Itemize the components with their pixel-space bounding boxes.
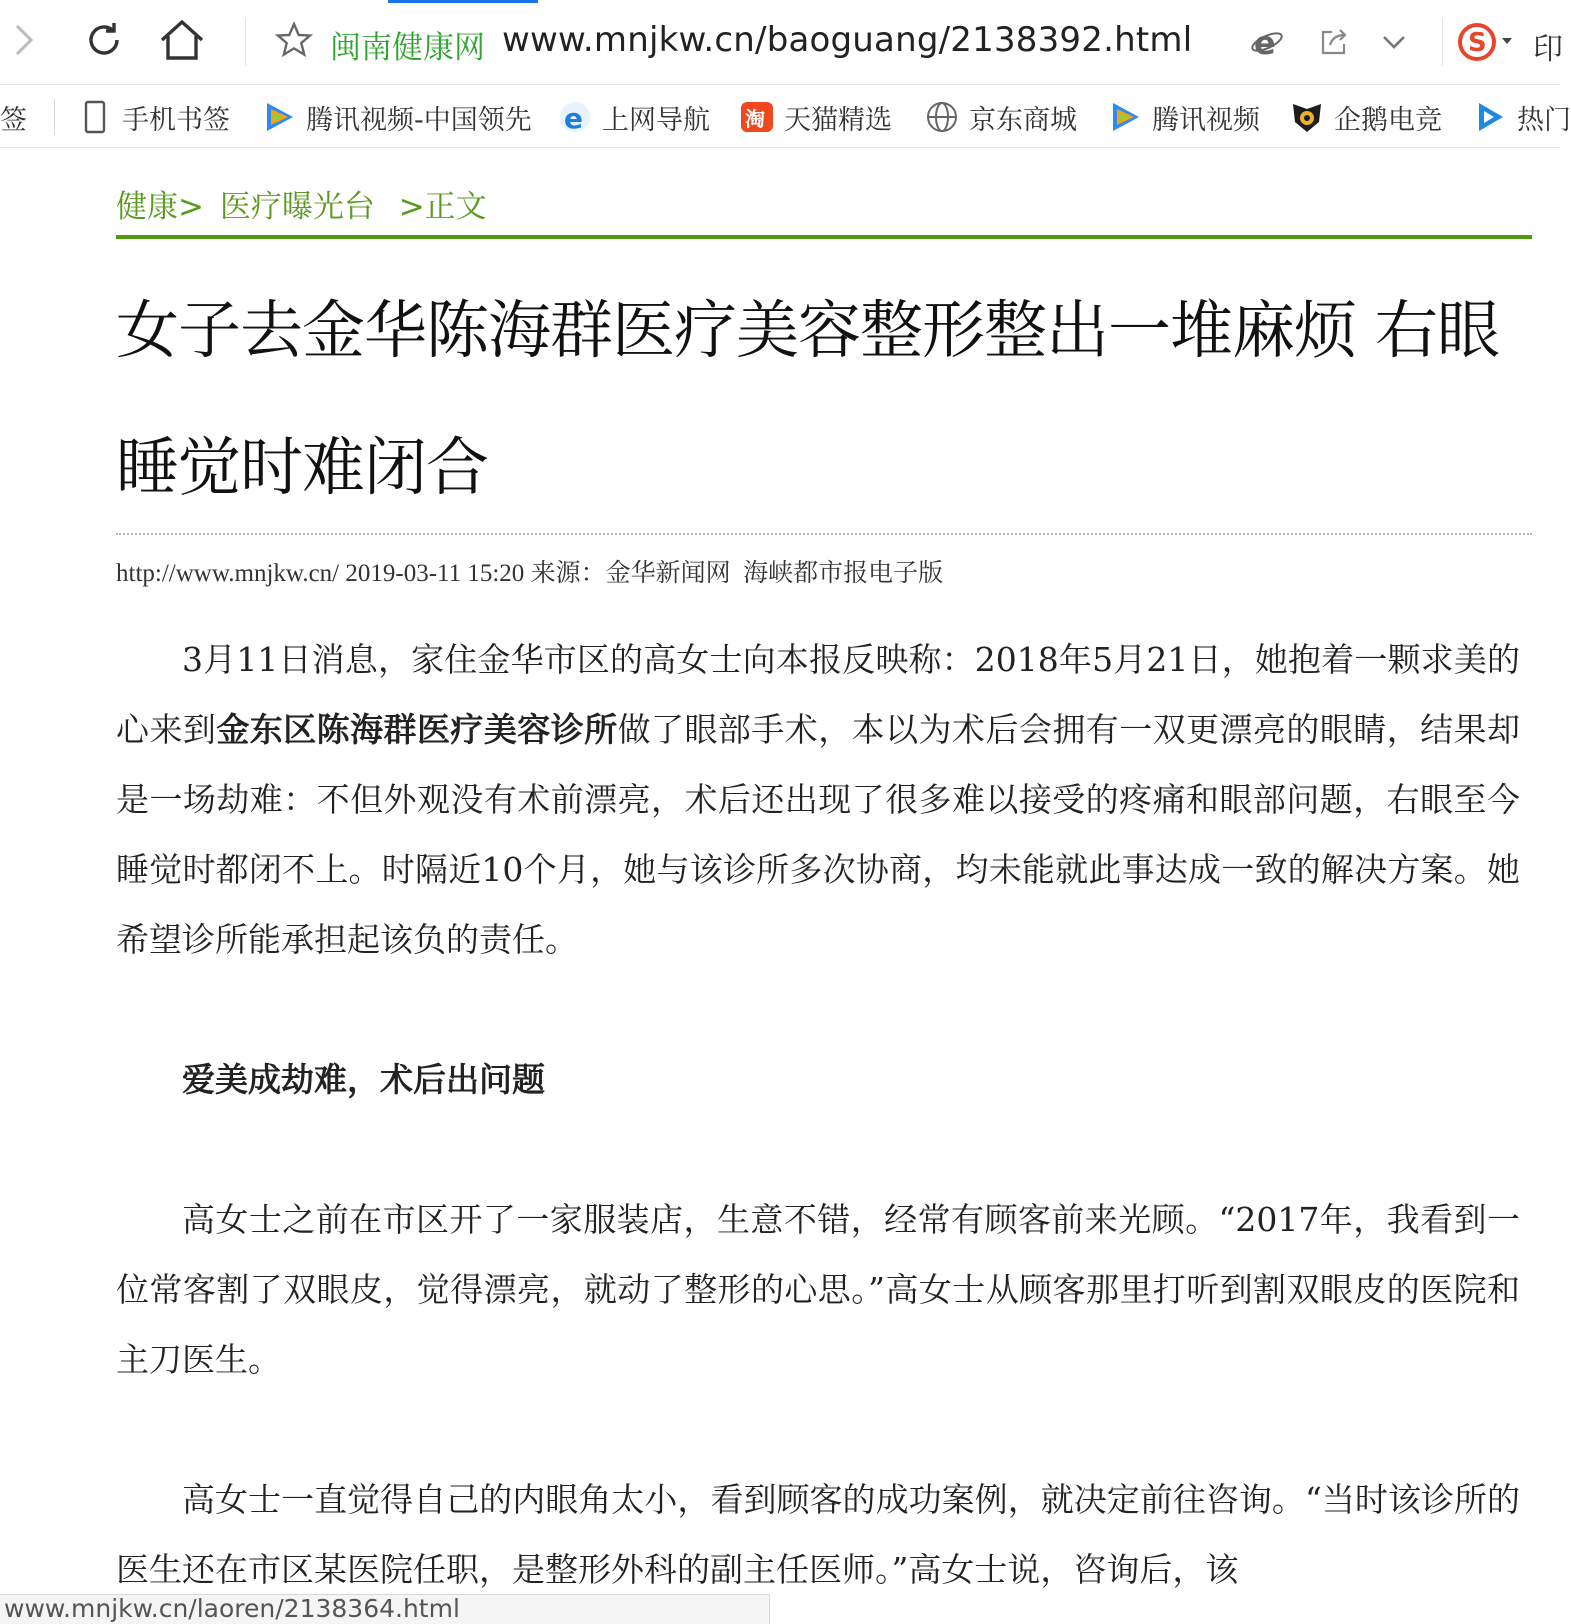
refresh-icon[interactable] bbox=[80, 16, 128, 64]
phone-icon bbox=[78, 100, 112, 134]
globe-icon bbox=[925, 100, 959, 134]
subheading: 爱美成劫难，术后出问题 bbox=[182, 1060, 545, 1099]
clinic-name: 金东区陈海群医疗美容诊所 bbox=[216, 710, 618, 749]
breadcrumb bbox=[116, 181, 487, 226]
meta-datetime: 2019-03-11 15:20 bbox=[345, 560, 525, 587]
bookmark-item[interactable] bbox=[1290, 99, 1442, 135]
breadcrumb-current: >正文 bbox=[398, 189, 487, 225]
paragraph-text: 3月11日消息，家住金华市区的高女士向本报反映称：2018年5月21日，她抱着一颗求美的心来到 bbox=[116, 640, 1520, 749]
bookmark-item[interactable] bbox=[558, 99, 710, 135]
bookmark-label: 手机书签 bbox=[122, 104, 230, 136]
site-name: 闽南健康网 bbox=[330, 30, 485, 66]
bookmark-label: 热门 bbox=[1517, 104, 1571, 136]
chevron-down-icon[interactable] bbox=[1372, 18, 1416, 66]
ie-icon bbox=[558, 100, 592, 134]
breadcrumb-category[interactable]: 医疗曝光台 bbox=[219, 189, 375, 225]
article-body bbox=[116, 625, 1520, 1605]
svg-text:e: e bbox=[564, 102, 583, 135]
forward-icon[interactable] bbox=[0, 16, 48, 64]
bookmark-label: 天猫精选 bbox=[784, 104, 892, 136]
spacer bbox=[116, 1395, 1520, 1465]
bookmark-label: 签 bbox=[0, 104, 27, 136]
article-title: 女子去金华陈海群医疗美容整形整出一堆麻烦 右眼睡觉时难闭合 bbox=[116, 294, 1500, 504]
share-icon[interactable] bbox=[1312, 18, 1356, 66]
paragraph bbox=[116, 625, 1520, 975]
paragraph: 高女士一直觉得自己的内眼角太小，看到顾客的成功案例，就决定前往咨询。“当时该诊所的医生还在市区某医院任职，是整形外科的副主任医师。”高女士说，咨询后，该 bbox=[116, 1480, 1520, 1589]
bookmarks-bar bbox=[0, 85, 1571, 148]
svg-text:淘: 淘 bbox=[745, 107, 765, 131]
print-button[interactable]: 印 bbox=[1533, 32, 1563, 67]
bookmark-label: 腾讯视频-中国领先 bbox=[306, 104, 532, 136]
loading-progress bbox=[388, 0, 538, 3]
favorite-star-icon[interactable] bbox=[270, 16, 318, 64]
bookmark-item[interactable] bbox=[740, 99, 892, 135]
separator bbox=[1442, 18, 1443, 66]
home-icon[interactable] bbox=[158, 16, 206, 64]
paragraph-text: 做了眼部手术，本以为术后会拥有一双更漂亮的眼睛，结果却是一场劫难：不但外观没有术前漂亮，术后还出现了很多难以接受的疼痛和眼部问题，右眼至今睡觉时都闭不上。时隔近10个月，她与该诊所多次协商，均未能就此事达成一致的解决方案。她希望诊所能承担起该负的责任。 bbox=[116, 710, 1521, 959]
sogou-icon[interactable] bbox=[1455, 18, 1499, 66]
spacer bbox=[116, 975, 1520, 1045]
article-meta bbox=[116, 553, 943, 589]
status-bar-url: www.mnjkw.cn/laoren/2138364.html bbox=[0, 1594, 770, 1624]
meta-source: 金华新闻网 海峡都市报电子版 bbox=[605, 560, 944, 587]
paragraph: 高女士之前在市区开了一家服装店，生意不错，经常有顾客前来光顾。“2017年，我看到一位常客割了双眼皮，觉得漂亮，就动了整形的心思。”高女士从顾客那里打听到割双眼皮的医院和主刀医生。 bbox=[116, 1200, 1520, 1379]
play-icon bbox=[1473, 100, 1507, 134]
tencent-video-icon bbox=[262, 100, 296, 134]
divider bbox=[116, 235, 1532, 239]
bookmark-item[interactable] bbox=[1473, 99, 1571, 135]
caret-down-icon[interactable] bbox=[1502, 38, 1512, 44]
bookmark-item[interactable] bbox=[0, 99, 27, 135]
meta-source-label: 来源： bbox=[530, 560, 606, 587]
breadcrumb-home[interactable]: 健康> bbox=[116, 189, 204, 225]
separator bbox=[245, 18, 246, 66]
bookmark-label: 上网导航 bbox=[602, 104, 710, 136]
bookmark-item[interactable] bbox=[78, 99, 230, 135]
bookmark-item[interactable] bbox=[262, 99, 532, 135]
bookmark-label: 京东商城 bbox=[969, 104, 1077, 136]
tencent-video-icon bbox=[1108, 100, 1142, 134]
ie-compat-icon[interactable] bbox=[1245, 18, 1289, 66]
separator bbox=[54, 99, 55, 135]
bookmark-item[interactable] bbox=[1108, 99, 1260, 135]
svg-text:S: S bbox=[1468, 28, 1487, 58]
address-bar bbox=[0, 0, 1563, 85]
meta-url[interactable]: http://www.mnjkw.cn/ bbox=[116, 560, 340, 587]
bookmark-label: 腾讯视频 bbox=[1152, 104, 1260, 136]
url-input[interactable]: www.mnjkw.cn/baoguang/2138392.html bbox=[502, 20, 1193, 60]
svg-text:e: e bbox=[1254, 24, 1276, 62]
tmall-icon bbox=[740, 100, 774, 134]
penguin-esports-icon bbox=[1290, 100, 1324, 134]
bookmark-item[interactable] bbox=[925, 99, 1077, 135]
spacer bbox=[116, 1115, 1520, 1185]
divider bbox=[116, 533, 1532, 535]
bookmark-label: 企鹅电竞 bbox=[1334, 104, 1442, 136]
